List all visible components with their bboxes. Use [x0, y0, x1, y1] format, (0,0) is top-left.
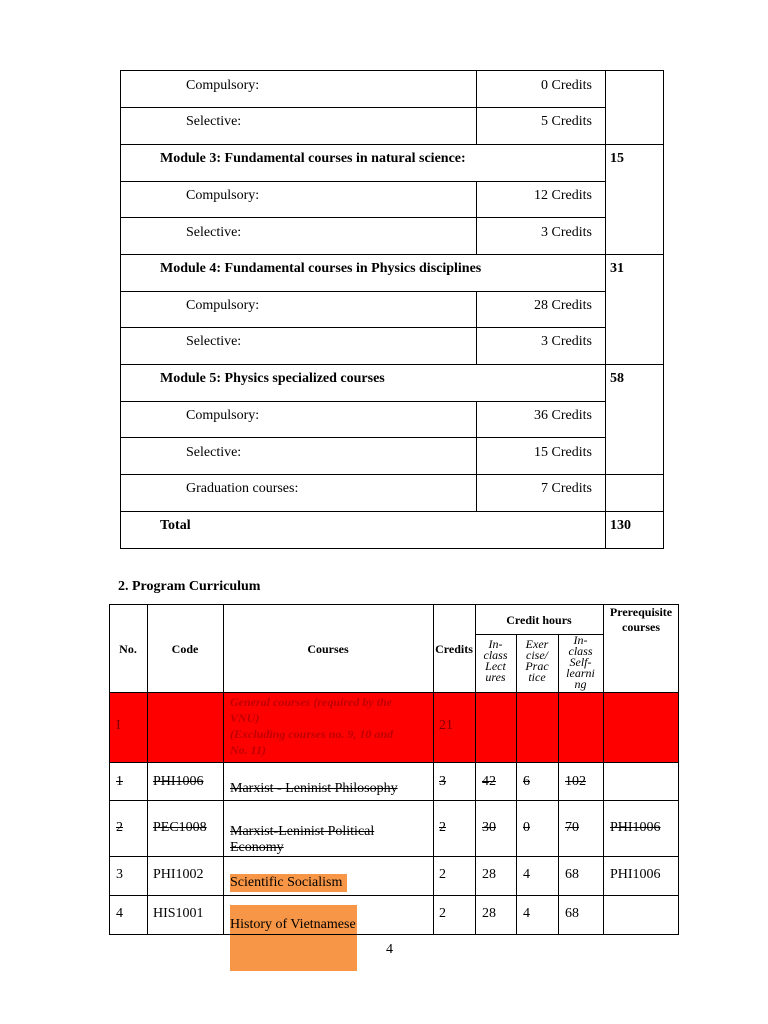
page-number: 4: [386, 942, 393, 957]
summary-sub-label: Selective:: [186, 114, 242, 129]
curriculum-table: [109, 604, 679, 935]
course-highlight: [230, 905, 357, 971]
row-lectures: 30: [482, 820, 496, 835]
section-heading: 2. Program Curriculum: [118, 579, 261, 594]
module-5-label: Module 5: Physics specialized courses: [160, 371, 385, 386]
header-self-learning: In- class Self- learni ng: [566, 633, 595, 691]
row-lectures: 28: [482, 867, 496, 882]
row-no: 2: [116, 820, 123, 835]
summary-sub-label: Compulsory:: [186, 408, 260, 423]
row-course: Scientific Socialism: [230, 875, 343, 890]
row-no: 4: [116, 906, 123, 921]
module-4-label: Module 4: Fundamental courses in Physics disciplines: [160, 261, 482, 276]
header-courses: Courses: [307, 642, 349, 656]
row-credits: 2: [439, 867, 446, 882]
header-no: No.: [119, 642, 137, 656]
row-self-learning: 70: [565, 820, 579, 835]
module-5-total: 58: [610, 371, 624, 386]
row-lectures: 28: [482, 906, 496, 921]
row-exercise: 4: [523, 906, 530, 921]
row-code: PEC1008: [153, 820, 207, 835]
summary-sub-credits: 3 Credits: [541, 225, 592, 240]
group-credits: 21: [439, 718, 453, 733]
row-lectures: 42: [482, 774, 496, 789]
row-code: PHI1002: [153, 867, 204, 882]
row-credits: 3: [439, 774, 446, 789]
row-course: Marxist-Leninist Political: [230, 824, 375, 839]
summary-sub-credits: 12 Credits: [534, 188, 592, 203]
credit-summary-table: [120, 70, 664, 549]
header-prerequisite: Prerequisite courses: [609, 605, 673, 634]
module-3-total: 15: [610, 151, 624, 166]
summary-sub-credits: 15 Credits: [534, 445, 592, 460]
row-self-learning: 68: [565, 867, 579, 882]
row-prerequisite: PHI1006: [610, 867, 661, 882]
header-exercise-practice: Exer cise/ Prac tice: [525, 637, 549, 684]
header-credits: Credits: [435, 642, 473, 656]
row-exercise: 0: [523, 820, 530, 835]
row-exercise: 4: [523, 867, 530, 882]
summary-sub-credits: 36 Credits: [534, 408, 592, 423]
total-value: 130: [610, 518, 631, 533]
row-no: 1: [116, 774, 123, 789]
summary-sub-credits: 28 Credits: [534, 298, 592, 313]
row-code: HIS1001: [153, 906, 204, 921]
row-no: 3: [116, 867, 123, 882]
summary-sub-label: Selective:: [186, 445, 242, 460]
summary-sub-credits: 5 Credits: [541, 114, 592, 129]
module-4-total: 31: [610, 261, 624, 276]
summary-sub-credits: 7 Credits: [541, 481, 592, 496]
row-course-cont: Economy: [230, 840, 284, 855]
row-self-learning: 68: [565, 906, 579, 921]
row-prerequisite: PHI1006: [610, 820, 661, 835]
row-exercise: 6: [523, 774, 530, 789]
summary-sub-label: Compulsory:: [186, 298, 260, 313]
group-no: I: [116, 718, 121, 733]
summary-sub-label: Compulsory:: [186, 188, 260, 203]
summary-sub-label: Selective:: [186, 334, 242, 349]
total-label: Total: [160, 518, 191, 533]
header-code: Code: [171, 642, 199, 656]
summary-sub-label: Selective:: [186, 225, 242, 240]
row-credits: 2: [439, 906, 446, 921]
summary-sub-label: Compulsory:: [186, 78, 260, 93]
header-inclass-lectures: In- class Lect ures: [483, 637, 508, 684]
row-course: History of Vietnamese: [230, 917, 356, 932]
row-self-learning: 102: [565, 774, 586, 789]
module-3-label: Module 3: Fundamental courses in natural science:: [160, 151, 466, 166]
group-title: General courses (required by the VNU) (Excluding courses no. 9, 10 and No. 11): [230, 695, 394, 757]
header-credit-hours: Credit hours: [506, 613, 572, 627]
row-credits: 2: [439, 820, 446, 835]
summary-sub-credits: 0 Credits: [541, 78, 592, 93]
summary-sub-credits: 3 Credits: [541, 334, 592, 349]
row-code: PHI1006: [153, 774, 204, 789]
row-course: Marxist - Leninist Philosophy: [230, 781, 398, 796]
summary-sub-label: Graduation courses:: [186, 481, 299, 496]
